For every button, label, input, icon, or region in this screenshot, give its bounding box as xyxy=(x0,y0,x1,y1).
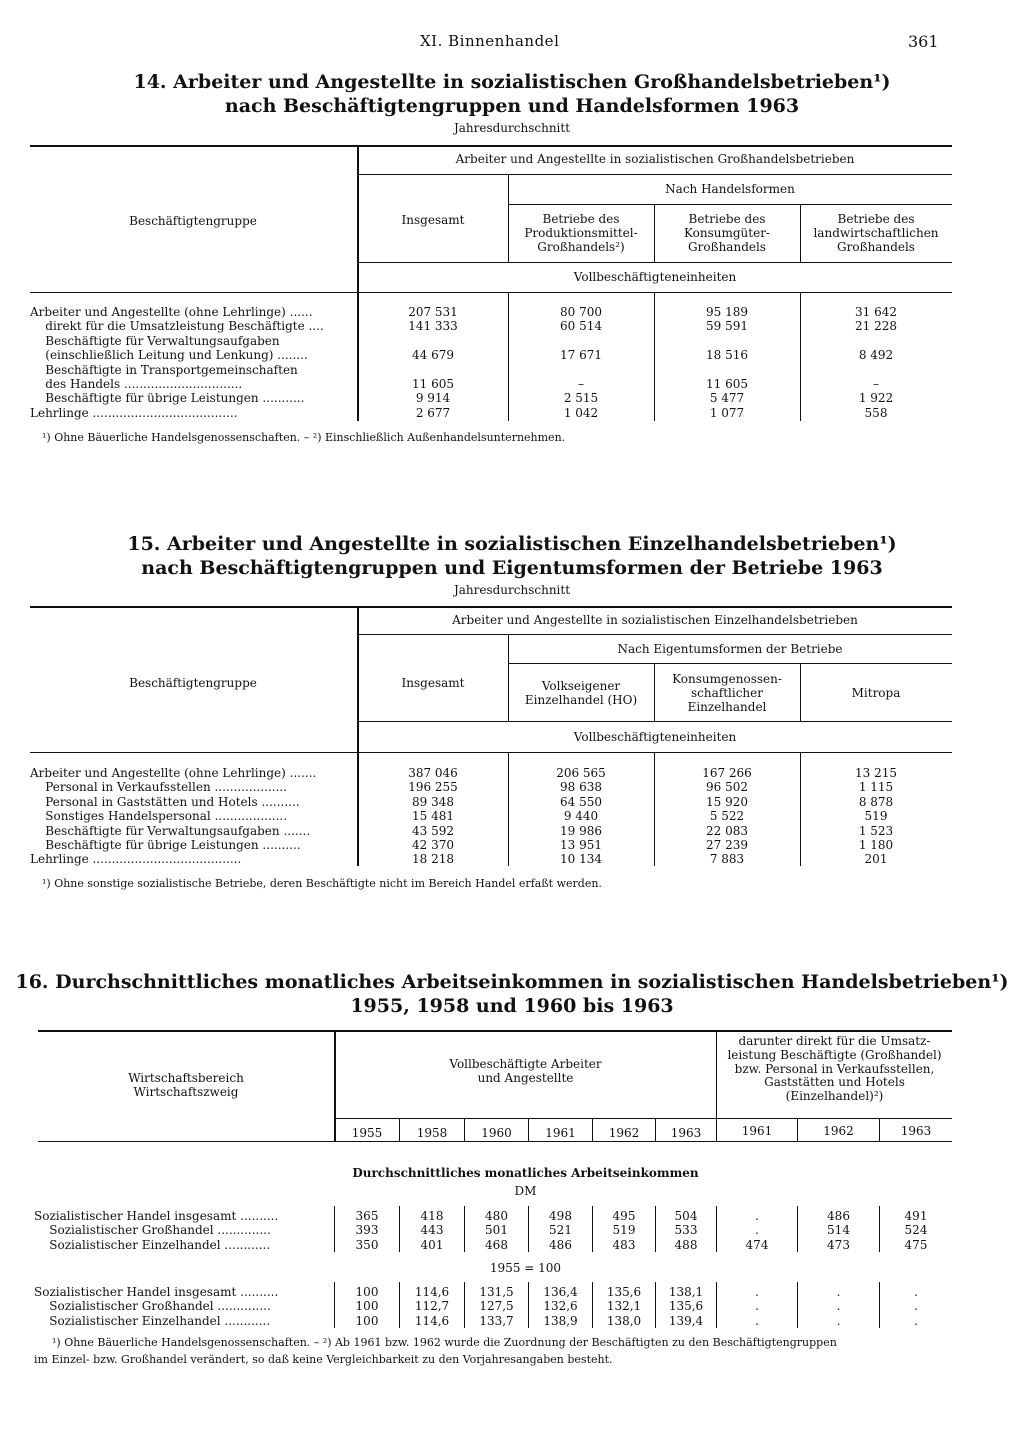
table15-col-b-header: Konsumgenossen- schaftlicher Einzelhandel xyxy=(672,672,782,714)
table16-years-rule xyxy=(335,1118,952,1119)
table16-s1-col-r1961: . . 474 xyxy=(745,1209,769,1252)
table16-year-header: 1962 xyxy=(608,1126,640,1140)
table15-col-a-values: 206 565 98 638 64 550 9 440 19 986 13 951 10 134 xyxy=(556,766,606,867)
table15-unit-rule xyxy=(358,721,952,722)
table16-header-bottom-rule xyxy=(38,1141,952,1142)
table14-unit: Vollbeschäftigteneinheiten xyxy=(573,270,737,284)
table16-spanner-left: Vollbeschäftigte Arbeiter und Angestellte xyxy=(449,1057,602,1085)
table16-s2-col-1960: 131,5 127,5 133,7 xyxy=(479,1285,514,1328)
table14-col-total-header: Insgesamt xyxy=(401,213,465,227)
table16-year-header: 1960 xyxy=(481,1126,512,1140)
table15-col-total-values: 387 046 196 255 89 348 15 481 43 592 42 370 18 218 xyxy=(408,766,458,867)
table14-title-line2: nach Beschäftigtengruppen und Handelsformen 1963 xyxy=(224,95,800,117)
table16-footnote-line2: im Einzel- bzw. Großhandel verändert, so daß keine Vergleichbarkeit zu den Vorjahresangaben besteht. xyxy=(34,1353,613,1366)
table16-top-rule xyxy=(38,1030,952,1032)
table15-spanner-rule xyxy=(358,634,952,635)
table16-s1-col-r1962: 486 514 473 xyxy=(827,1209,850,1252)
table15-sub-spanner: Nach Eigentumsformen der Betriebe xyxy=(617,642,843,656)
table14-col-c-header: Betriebe des landwirtschaftlichen Großhandels xyxy=(813,212,939,254)
table14-col-a-header: Betriebe des Produktionsmittel- Großhandels²) xyxy=(524,212,638,254)
table14-spanner-rule xyxy=(358,174,952,175)
table16-s2-col-1962: 135,6 132,1 138,0 xyxy=(606,1285,642,1328)
table15-spanner: Arbeiter und Angestellte in sozialistischen Einzelhandelsbetrieben xyxy=(452,613,858,627)
table16-s2-col-r1962: . . . xyxy=(836,1285,841,1328)
table14-stub-header: Beschäftigtengruppe xyxy=(129,214,257,228)
table14-col-c-values: 31 642 21 228 8 492 – 1 922 558 xyxy=(855,305,897,420)
table16-s2-col-r1963: . . . xyxy=(914,1285,918,1328)
table14-top-rule xyxy=(30,145,952,147)
table14-subtitle: Jahresdurchschnitt xyxy=(453,121,571,135)
table16-year-header: 1961 xyxy=(545,1126,576,1140)
table15-col-b-values: 167 266 96 502 15 920 5 522 22 083 27 239 7 883 xyxy=(702,766,752,867)
table14-sub-spanner: Nach Handelsformen xyxy=(665,182,795,196)
table16-section1-title: Durchschnittliches monatliches Arbeitseinkommen xyxy=(352,1166,699,1180)
table14-col-total-values: 207 531 141 333 44 679 11 605 9 914 2 677 xyxy=(408,305,458,420)
table14-header-bottom-rule xyxy=(30,292,952,293)
table16-section2-labels: Sozialistischer Handel insgesamt .......... Sozialistischer Großhandel .............. Sozialistischer Einzelhandel ............ xyxy=(34,1285,279,1328)
table16-s1-col-1961: 498 521 486 xyxy=(549,1209,572,1252)
table15-col-a-header: Volkseigener Einzelhandel (HO) xyxy=(524,679,638,707)
table16-s1-col-1960: 480 501 468 xyxy=(485,1209,508,1252)
table16-s1-col-r1963: 491 524 475 xyxy=(904,1209,928,1252)
table16-section2-title: 1955 = 100 xyxy=(489,1261,562,1275)
table15-subspanner-rule xyxy=(508,663,952,664)
table16-section1-unit: DM xyxy=(514,1184,537,1198)
table16-year-header: 1962 xyxy=(823,1124,854,1138)
table16-s1-col-1955: 365 393 350 xyxy=(355,1209,379,1252)
table16-year-header: 1963 xyxy=(670,1126,702,1140)
table14-unit-rule xyxy=(358,262,952,263)
table15-row-labels: Arbeiter und Angestellte (ohne Lehrlinge) ....... Personal in Verkaufsstellen ................... Personal in Gaststätten und Hotels .......... Sonstiges Handelspersonal ................... Beschäftigte für Verwaltungsaufgaben ....... Beschäftigte für übrige Leistungen .......... Lehrlinge ....................................... xyxy=(30,766,317,867)
table14-subspanner-rule xyxy=(508,204,952,205)
table16-title-line2: 1955, 1958 und 1960 bis 1963 xyxy=(350,995,674,1017)
table15-unit: Vollbeschäftigteneinheiten xyxy=(573,730,737,744)
table14-col-b-header: Betriebe des Konsumgüter- Großhandels xyxy=(684,212,770,254)
table16-s2-col-1958: 114,6 112,7 114,6 xyxy=(414,1285,450,1328)
table15-col-total-header: Insgesamt xyxy=(401,676,465,690)
table16-year-header: 1963 xyxy=(900,1124,932,1138)
table16-stub-header: Wirtschaftsbereich Wirtschaftszweig xyxy=(128,1071,244,1099)
table15-header-bottom-rule xyxy=(30,752,952,753)
page-number: 361 xyxy=(908,32,939,51)
table15-col-c-values: 13 215 1 115 8 878 519 1 523 1 180 201 xyxy=(855,766,897,867)
table16-s2-col-1963: 138,1 135,6 139,4 xyxy=(668,1285,704,1328)
table14-row-labels: Arbeiter und Angestellte (ohne Lehrlinge) ...... direkt für die Umsatzleistung Beschäftigte .... Beschäftigte für Verwaltungsaufgaben (einschließlich Leitung und Lenkung) ........ Beschäftigte in Transportgemeinschaften des Handels ............................... Beschäftigte für übrige Leistungen ........... Lehrlinge ...................................... xyxy=(30,305,324,420)
table16-s1-col-1963: 504 533 488 xyxy=(674,1209,698,1252)
table16-year-header: 1955 xyxy=(351,1126,383,1140)
table14-spanner: Arbeiter und Angestellte in sozialistischen Großhandelsbetrieben xyxy=(455,152,855,166)
table14-col-b-values: 95 189 59 591 18 516 11 605 5 477 1 077 xyxy=(706,305,748,420)
table16-s2-col-r1961: . . . xyxy=(755,1285,759,1328)
table15-title-line2: nach Beschäftigtengruppen und Eigentumsformen der Betriebe 1963 xyxy=(141,557,883,579)
table16-spanner-right: darunter direkt für die Umsatz- leistung Beschäftigte (Großhandel) bzw. Personal in Verkaufsstellen, Gaststätten und Hotels (Einzelhandel)²) xyxy=(727,1034,942,1104)
table15-stub-header: Beschäftigtengruppe xyxy=(129,676,257,690)
table16-year-header: 1961 xyxy=(741,1124,773,1138)
table15-title-line1: 15. Arbeiter und Angestellte in sozialistischen Einzelhandelsbetrieben¹) xyxy=(127,533,897,555)
table15-subtitle: Jahresdurchschnitt xyxy=(453,583,571,597)
table15-footnote: ¹) Ohne sonstige sozialistische Betriebe, deren Beschäftigte nicht im Bereich Handel erfaßt werden. xyxy=(42,877,602,890)
table16-title-line1: 16. Durchschnittliches monatliches Arbeitseinkommen in sozialistischen Handelsbetrieben¹) xyxy=(15,971,1009,993)
table14-col-a-values: 80 700 60 514 17 671 – 2 515 1 042 xyxy=(560,305,602,420)
table16-s2-col-1961: 136,4 132,6 138,9 xyxy=(543,1285,578,1328)
section-header: XI. Binnenhandel xyxy=(420,32,560,50)
table14-title-line1: 14. Arbeiter und Angestellte in sozialistischen Großhandelsbetrieben¹) xyxy=(133,71,891,93)
table16-footnote-line1: ¹) Ohne Bäuerliche Handelsgenossenschaften. – ²) Ab 1961 bzw. 1962 wurde die Zuordnung der Beschäftigten zu den Beschäftigtengruppen xyxy=(52,1336,837,1349)
table16-s1-col-1962: 495 519 483 xyxy=(612,1209,636,1252)
table15-col-c-header: Mitropa xyxy=(851,686,901,700)
table16-stub-divider xyxy=(334,1030,336,1141)
table16-section1-labels: Sozialistischer Handel insgesamt .......... Sozialistischer Großhandel .............. Sozialistischer Einzelhandel ............ xyxy=(34,1209,279,1252)
table16-year-header: 1958 xyxy=(416,1126,448,1140)
table14-footnote: ¹) Ohne Bäuerliche Handelsgenossenschaften. – ²) Einschließlich Außenhandelsunternehmen. xyxy=(42,431,566,444)
table15-top-rule xyxy=(30,606,952,608)
table16-s1-col-1958: 418 443 401 xyxy=(420,1209,444,1252)
table16-s2-col-1955: 100 100 100 xyxy=(355,1285,379,1328)
